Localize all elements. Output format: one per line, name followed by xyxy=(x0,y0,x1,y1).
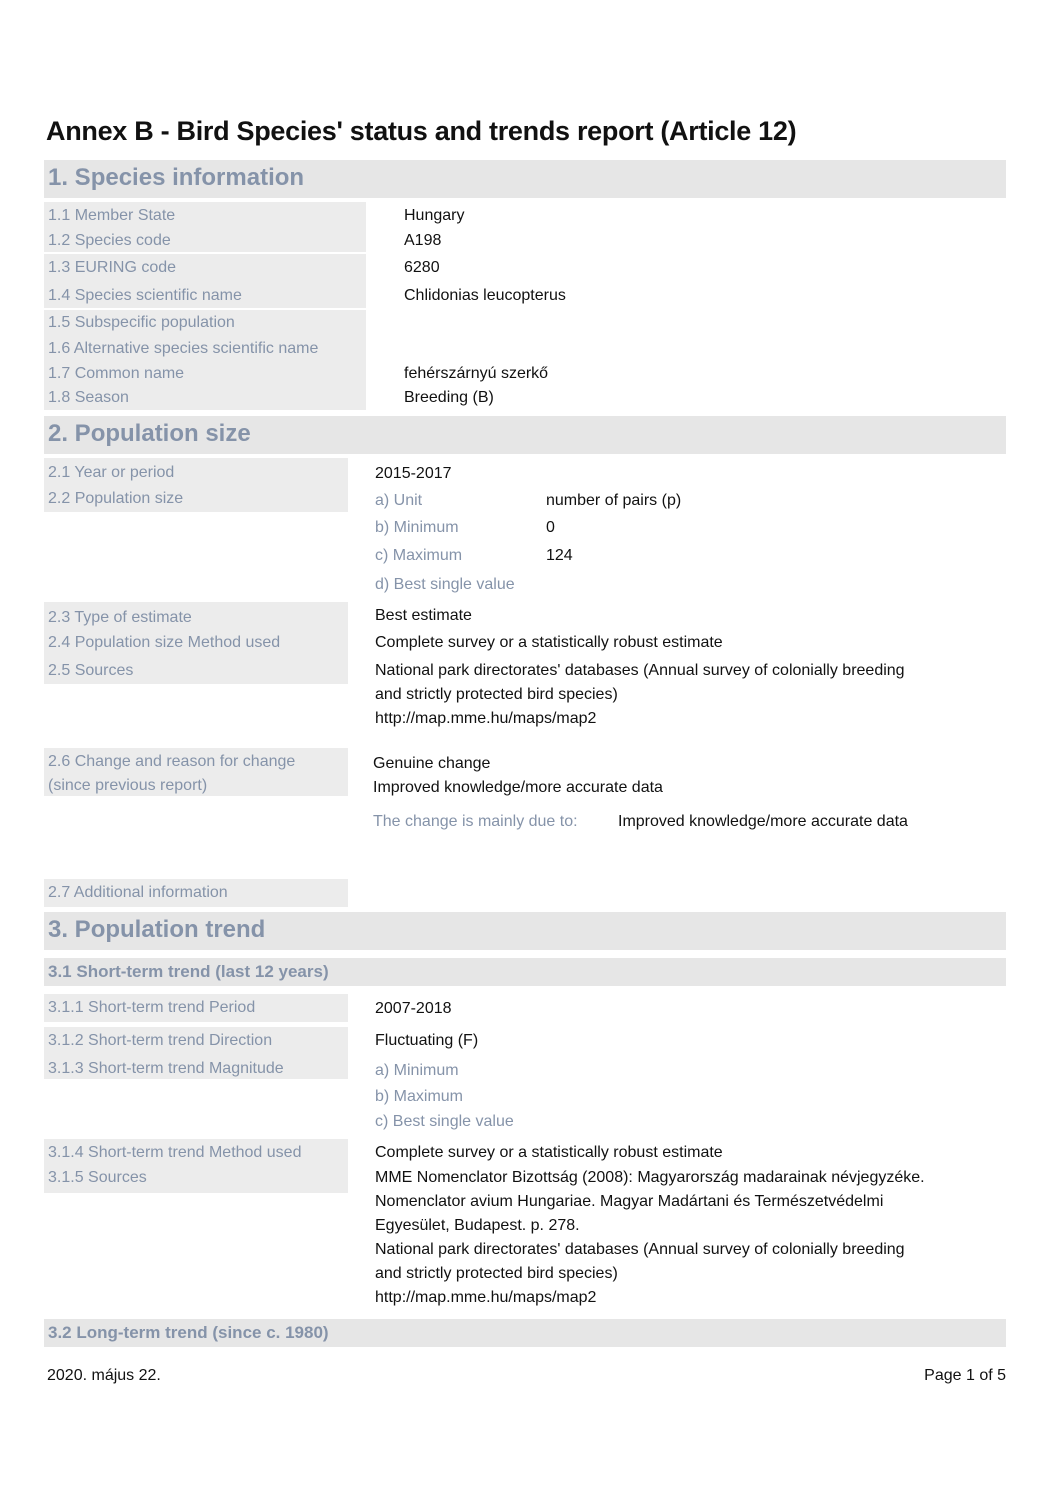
label-trend-period: 3.1.1 Short-term trend Period xyxy=(48,999,256,1016)
value-type-of-estimate: Best estimate xyxy=(375,607,472,624)
value-unit: number of pairs (p) xyxy=(546,492,682,509)
footer-date: 2020. május 22. xyxy=(47,1367,161,1384)
long-term-heading: 3.2 Long-term trend (since c. 1980) xyxy=(48,1323,329,1342)
label-best-single-value: d) Best single value xyxy=(375,576,515,593)
label-euring-code: 1.3 EURING code xyxy=(48,259,177,276)
value-trend-sources-line-4: National park directorates' databases (Annual survey of colonially breeding xyxy=(375,1241,905,1258)
value-trend-period: 2007-2018 xyxy=(375,1000,452,1017)
label-additional-information: 2.7 Additional information xyxy=(48,884,228,901)
value-sources-line-1: National park directorates' databases (Annual survey of colonially breeding xyxy=(375,662,905,679)
label-trend-method: 3.1.4 Short-term trend Method used xyxy=(48,1144,302,1161)
value-trend-sources-line-1: MME Nomenclator Bizottság (2008): Magyarország madarainak névjegyzéke. xyxy=(375,1169,925,1186)
value-euring-code: 6280 xyxy=(404,259,440,276)
section-1-heading: 1. Species information xyxy=(48,164,305,191)
value-change-type: Genuine change xyxy=(373,755,491,772)
label-species-code: 1.2 Species code xyxy=(48,232,171,249)
value-minimum: 0 xyxy=(546,519,555,536)
label-alternative-name: 1.6 Alternative species scientific name xyxy=(48,340,319,357)
label-change-reason: 2.6 Change and reason for change xyxy=(48,753,296,770)
value-trend-sources-line-6: http://map.mme.hu/maps/map2 xyxy=(375,1289,597,1306)
label-trend-magnitude: 3.1.3 Short-term trend Magnitude xyxy=(48,1060,284,1077)
label-sources: 2.5 Sources xyxy=(48,662,134,679)
label-type-of-estimate: 2.3 Type of estimate xyxy=(48,609,192,626)
footer-page-number: Page 1 of 5 xyxy=(924,1367,1006,1384)
value-year-period: 2015-2017 xyxy=(375,465,452,482)
value-species-code: A198 xyxy=(404,232,442,249)
value-trend-sources-line-3: Egyesület, Budapest. p. 278. xyxy=(375,1217,580,1234)
value-scientific-name: Chlidonias leucopterus xyxy=(404,287,566,304)
value-trend-method: Complete survey or a statistically robust estimate xyxy=(375,1144,723,1161)
page-title: Annex B - Bird Species' status and trends report (Article 12) xyxy=(46,116,797,146)
value-common-name: fehérszárnyú szerkő xyxy=(404,365,549,382)
label-maximum: c) Maximum xyxy=(375,547,463,564)
label-magnitude-maximum: b) Maximum xyxy=(375,1088,464,1105)
label-season: 1.8 Season xyxy=(48,389,129,406)
label-method-used: 2.4 Population size Method used xyxy=(48,634,281,651)
label-trend-sources: 3.1.5 Sources xyxy=(48,1169,147,1186)
value-change-reason: Improved knowledge/more accurate data xyxy=(373,779,663,796)
label-member-state: 1.1 Member State xyxy=(48,207,176,224)
label-change-mainly-due: The change is mainly due to: xyxy=(373,813,578,830)
value-season: Breeding (B) xyxy=(404,389,494,406)
label-unit: a) Unit xyxy=(375,492,423,509)
label-magnitude-minimum: a) Minimum xyxy=(375,1062,459,1079)
value-trend-sources-line-5: and strictly protected bird species) xyxy=(375,1265,618,1282)
value-change-mainly-due: Improved knowledge/more accurate data xyxy=(618,813,908,830)
label-trend-direction: 3.1.2 Short-term trend Direction xyxy=(48,1032,273,1049)
short-term-heading: 3.1 Short-term trend (last 12 years) xyxy=(48,962,329,981)
value-method-used: Complete survey or a statistically robust estimate xyxy=(375,634,723,651)
value-trend-direction: Fluctuating (F) xyxy=(375,1032,479,1049)
label-minimum: b) Minimum xyxy=(375,519,459,536)
label-change-since: (since previous report) xyxy=(48,777,208,794)
label-year-period: 2.1 Year or period xyxy=(48,464,175,481)
label-common-name: 1.7 Common name xyxy=(48,365,185,382)
value-sources-line-2: and strictly protected bird species) xyxy=(375,686,618,703)
value-member-state: Hungary xyxy=(404,207,465,224)
value-trend-sources-line-2: Nomenclator avium Hungariae. Magyar Madártani és Természetvédelmi xyxy=(375,1193,884,1210)
label-scientific-name: 1.4 Species scientific name xyxy=(48,287,242,304)
label-magnitude-best: c) Best single value xyxy=(375,1113,514,1130)
section-2-heading: 2. Population size xyxy=(48,420,251,447)
section-3-heading: 3. Population trend xyxy=(48,916,266,943)
value-maximum: 124 xyxy=(546,547,573,564)
label-subspecific-population: 1.5 Subspecific population xyxy=(48,314,235,331)
value-sources-line-3: http://map.mme.hu/maps/map2 xyxy=(375,710,597,727)
label-population-size: 2.2 Population size xyxy=(48,490,184,507)
